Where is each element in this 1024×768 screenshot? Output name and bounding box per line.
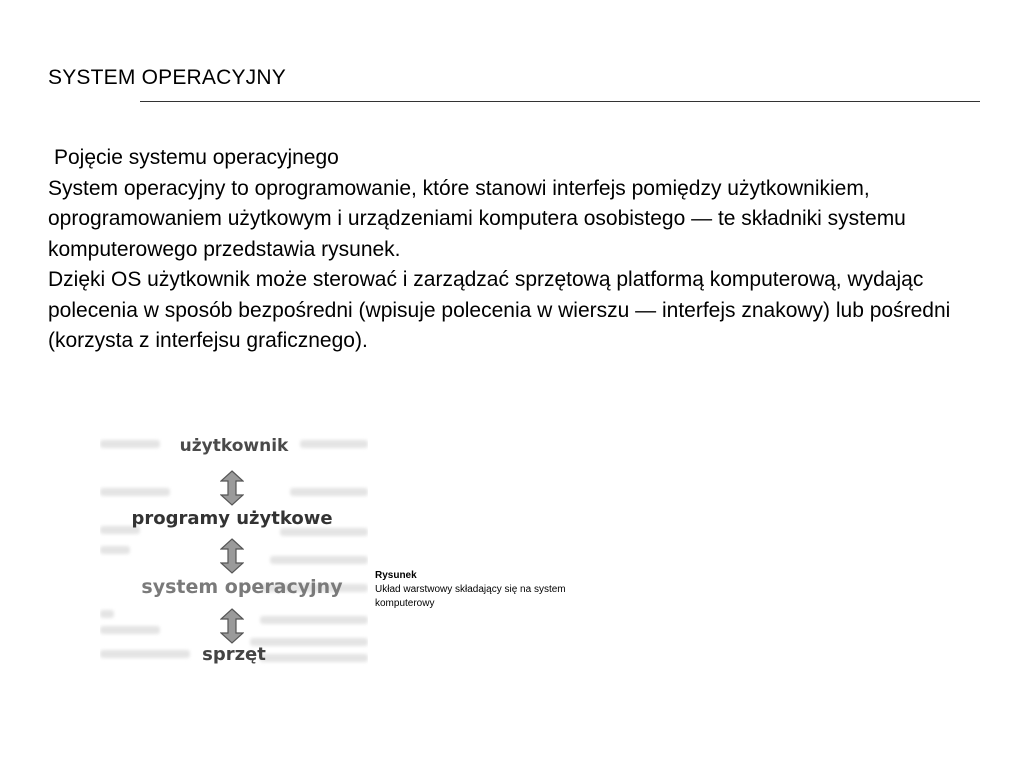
double-arrow-icon xyxy=(220,538,244,574)
double-arrow-icon xyxy=(220,608,244,644)
layer-diagram xyxy=(100,428,368,676)
paragraph-definition: System operacyjny to oprogramowanie, które stanowi interfejs pomiędzy użytkownikiem, oprogramowaniem użytkowym i urządzeniami komputera osobistego — te składniki systemu komputerowego przedstawia rysunek. xyxy=(48,176,906,261)
caption-title: Rysunek xyxy=(375,570,417,581)
title-divider xyxy=(140,101,980,102)
figure-caption xyxy=(375,569,575,611)
paragraph-usage: Dzięki OS użytkownik może sterować i zarządzać sprzętową platformą komputerową, wydając polecenia w sposób bezpośredni (wpisuje polecenia w wierszu — interfejs znakowy) lub pośredni (korzysta z interfejsu graficznego). xyxy=(48,268,951,352)
double-arrow-icon xyxy=(220,470,244,506)
layer-operating-system: system operacyjny xyxy=(141,576,343,598)
slide-title: SYSTEM OPERACYJNY xyxy=(48,66,286,89)
section-subheading: Pojęcie systemu operacyjnego xyxy=(54,146,339,169)
content-body xyxy=(48,143,968,357)
layer-hardware: sprzęt xyxy=(202,644,266,665)
caption-text: Układ warstwowy składający się na system komputerowy xyxy=(375,584,566,609)
layer-applications: programy użytkowe xyxy=(131,508,333,529)
layer-user: użytkownik xyxy=(179,436,289,456)
